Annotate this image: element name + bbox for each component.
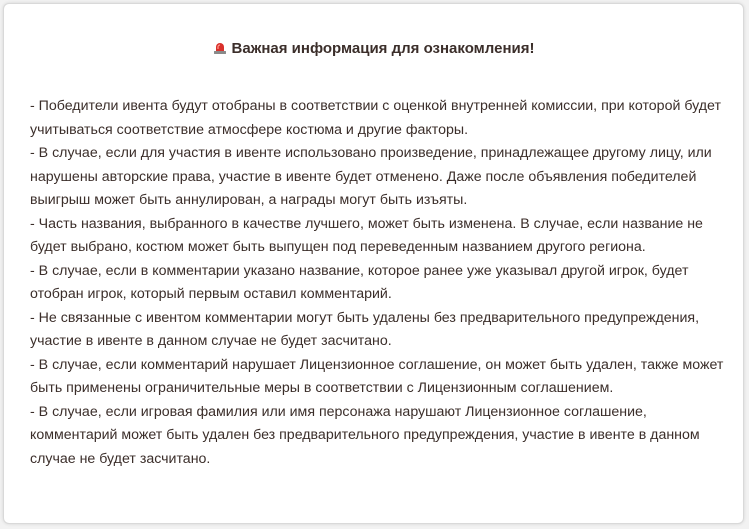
rule-item: - Победители ивента будут отобраны в соответствии с оценкой внутренней комиссии, при которой будет учитываться соответствие атмосфере костюма и другие факторы. (30, 98, 721, 138)
rule-item: - Не связанные с ивентом комментарии могут быть удалены без предварительного предупреждения, участие в ивенте в данном случае не будет засчитано. (30, 309, 700, 349)
rule-item: - В случае, если игровая фамилия или имя персонажа нарушают Лицензионное соглашение, комментарий может быть удален без предварительного предупреждения, участие в ивенте в данном случае не будет засчитано. (30, 403, 700, 467)
notice-title-text: Важная информация для ознакомления! (231, 40, 535, 57)
notice-rules-list (30, 95, 730, 471)
rule-item: - В случае, если для участия в ивенте использовано произведение, принадлежащее другому лицу, или нарушены авторские права, участие в ивенте будет отменено. Даже после объявления победителей выигрыш может быть аннулирован, а награды могут быть изъяты. (30, 145, 712, 208)
notice-card (3, 3, 744, 524)
rule-item: - Часть названия, выбранного в качестве лучшего, может быть изменена. В случае, если название не будет выбрано, костюм может быть выпущен под переведенным названием другого региона. (30, 215, 703, 255)
siren-icon (213, 40, 227, 54)
rule-item: - В случае, если в комментарии указано название, которое ранее уже указывал другой игрок, будет отобран игрок, который первым оставил комментарий. (30, 262, 689, 302)
rule-item: - В случае, если комментарий нарушает Лицензионное соглашение, он может быть удален, также может быть применены ограничительные меры в соответствии с Лицензионным соглашением. (30, 356, 724, 396)
notice-title (4, 39, 743, 59)
